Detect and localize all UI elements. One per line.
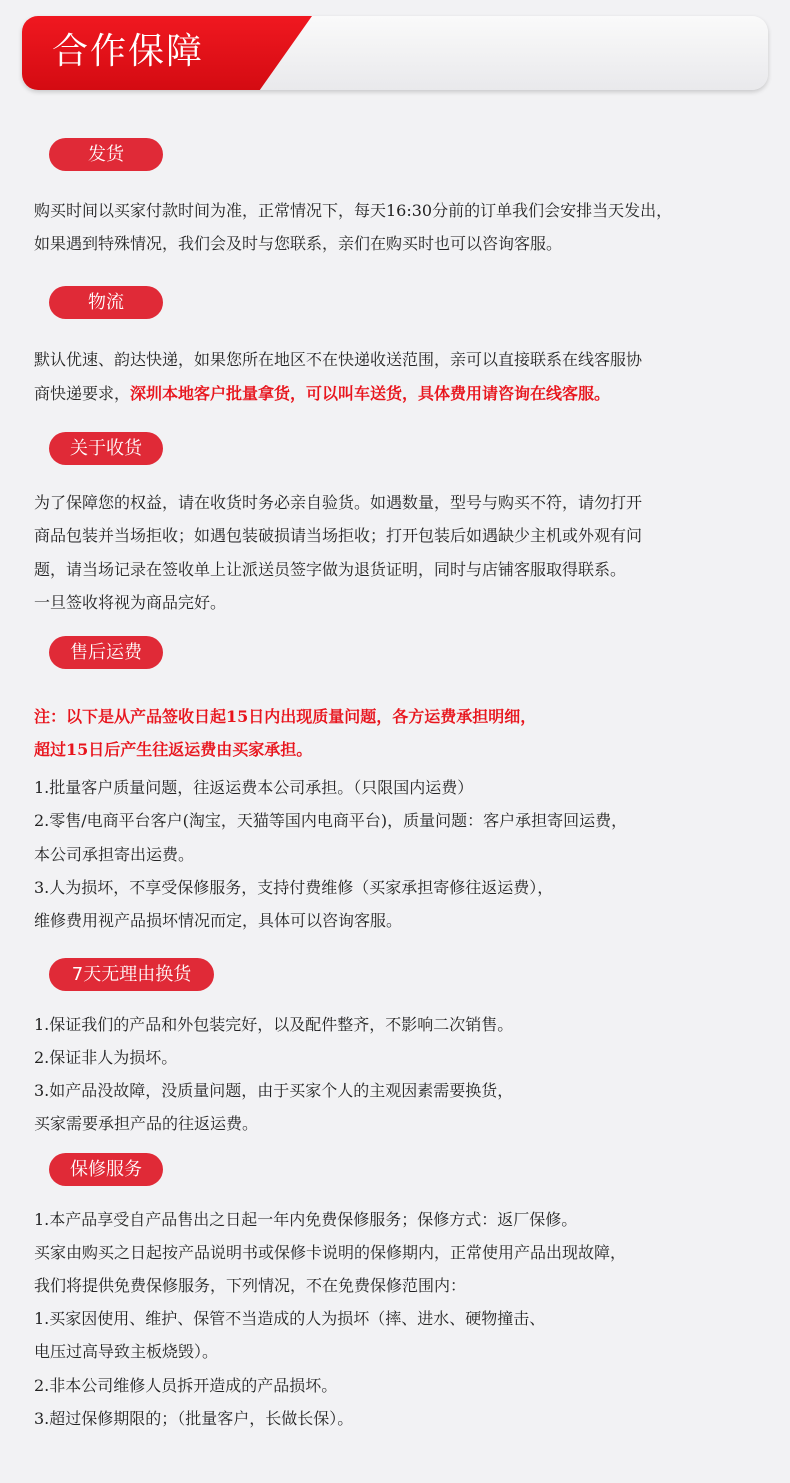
logistics-line-2 xyxy=(34,382,610,406)
warranty-line-1: 1.本产品享受自产品售出之日起一年内免费保修服务；保修方式：返厂保修。 xyxy=(34,1210,578,1229)
seven-day-line-2: 2.保证非人为损坏。 xyxy=(34,1048,178,1067)
page-title: 合作保障 xyxy=(52,31,205,72)
receiving-line-2: 商品包装并当场拒收；如遇包装破损请当场拒收；打开包装后如遇缺少主机或外观有问 xyxy=(34,526,643,545)
section-pill-seven-day-exchange: 7天无理由换货 xyxy=(49,958,214,991)
section-pill-receiving: 关于收货 xyxy=(49,432,163,465)
warranty-line-2: 买家由购买之日起按产品说明书或保修卡说明的保修期内，正常使用产品出现故障， xyxy=(34,1243,627,1262)
warranty-line-7: 3.超过保修期限的；（批量客户，长做长保）。 xyxy=(34,1409,354,1428)
receiving-line-3: 题，请当场记录在签收单上让派送员签字做为退货证明，同时与店铺客服取得联系。 xyxy=(34,560,627,579)
aftersale-note-line-1: 注：以下是从产品签收日起15日内出现质量问题，各方运费承担明细， xyxy=(34,707,537,726)
aftersale-line-1: 1.批量客户质量问题，往返运费本公司承担。（只限国内运费） xyxy=(34,778,474,797)
receiving-line-1: 为了保障您的权益，请在收货时务必亲自验货。如遇数量，型号与购买不符，请勿打开 xyxy=(34,493,643,512)
logistics-highlight: 深圳本地客户批量拿货，可以叫车送货，具体费用请咨询在线客服。 xyxy=(130,384,611,403)
warranty-line-5: 电压过高导致主板烧毁）。 xyxy=(34,1342,219,1361)
warranty-line-4: 1.买家因使用、维护、保管不当造成的人为损坏（摔、进水、硬物撞击、 xyxy=(34,1309,546,1328)
aftersale-line-3: 本公司承担寄出运费。 xyxy=(34,845,195,864)
shipping-line-1: 购买时间以买家付款时间为准，正常情况下，每天16:30分前的订单我们会安排当天发出， xyxy=(34,201,673,220)
aftersale-line-5: 维修费用视产品损坏情况而定，具体可以咨询客服。 xyxy=(34,911,403,930)
logistics-line-2-normal: 商快递要求， xyxy=(34,384,131,403)
header-banner xyxy=(22,16,768,90)
aftersale-line-4: 3.人为损坏，不享受保修服务，支持付费维修（买家承担寄修往返运费）， xyxy=(34,878,554,897)
seven-day-line-4: 买家需要承担产品的往返运费。 xyxy=(34,1114,259,1133)
section-pill-warranty: 保修服务 xyxy=(49,1153,163,1186)
section-pill-logistics: 物流 xyxy=(49,286,163,319)
seven-day-line-3: 3.如产品没故障，没质量问题，由于买家个人的主观因素需要换货， xyxy=(34,1081,514,1100)
logistics-line-1: 默认优速、韵达快递，如果您所在地区不在快递收送范围，亲可以直接联系在线客服协 xyxy=(34,350,643,369)
section-pill-shipping: 发货 xyxy=(49,138,163,171)
warranty-line-3: 我们将提供免费保修服务，下列情况，不在免费保修范围内： xyxy=(34,1276,467,1295)
warranty-line-6: 2.非本公司维修人员拆开造成的产品损坏。 xyxy=(34,1376,338,1395)
aftersale-note-line-2: 超过15日后产生往返运费由买家承担。 xyxy=(34,740,313,759)
shipping-line-2: 如果遇到特殊情况，我们会及时与您联系，亲们在购买时也可以咨询客服。 xyxy=(34,234,563,253)
seven-day-line-1: 1.保证我们的产品和外包装完好，以及配件整齐，不影响二次销售。 xyxy=(34,1015,514,1034)
section-pill-aftersale-shipping: 售后运费 xyxy=(49,636,163,669)
receiving-line-4: 一旦签收将视为商品完好。 xyxy=(34,593,227,612)
aftersale-line-2: 2.零售/电商平台客户(淘宝，天猫等国内电商平台)，质量问题：客户承担寄回运费， xyxy=(34,811,628,830)
